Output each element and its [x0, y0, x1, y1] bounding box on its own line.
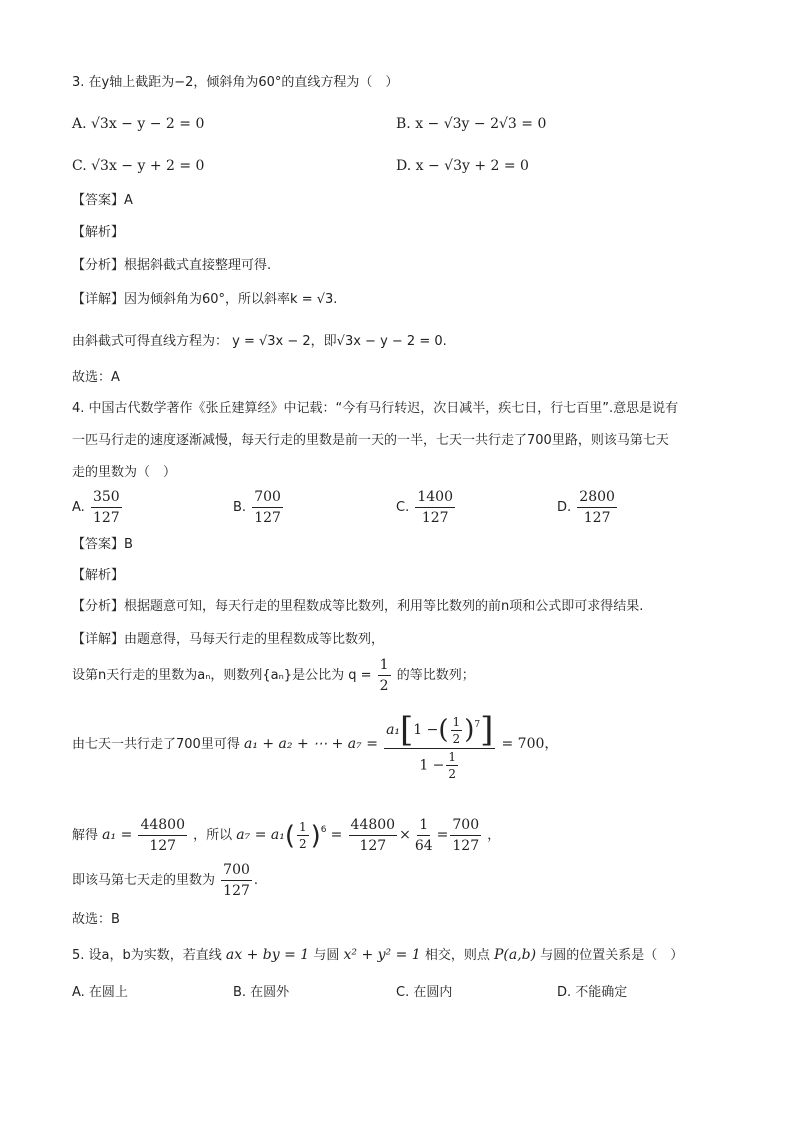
q5-stem-point: P(a,b)	[494, 947, 537, 963]
q5-option-b: B. 在圆外	[233, 985, 290, 1000]
q3-fenxi: 【分析】根据斜截式直接整理可得.	[72, 258, 272, 273]
q4-solve-a1-den: 127	[149, 838, 177, 854]
q4-solve-eq2: =	[436, 827, 449, 843]
q4-solve-f4-num: 700	[450, 816, 481, 836]
q4-option-d-num: 2800	[577, 488, 617, 508]
q4-option-c-den: 127	[421, 510, 449, 526]
q4-sum-half-den: 2	[452, 731, 461, 746]
q4-solve-f2-num: 44800	[349, 816, 398, 836]
q3-line-equation: 由斜截式可得直线方程为： y = √3x − 2，即√3x − y − 2 = 0.	[72, 334, 447, 349]
q4-detail: 【详解】由题意得，马每天行走的里程数成等比数列，	[72, 632, 385, 647]
q4-solve-right-paren: )	[310, 820, 321, 851]
q4-result-line	[72, 861, 258, 901]
q4-solve-f3-den: 64	[414, 838, 433, 854]
q4-option-d	[557, 488, 619, 527]
q4-sum-a1: a₁	[386, 722, 401, 738]
q4-fenxi: 【分析】根据题意可知，每天行走的里程数成等比数列，利用等比数列的前n项和公式即可求得结果.	[72, 599, 644, 614]
q3-answer: 【答案】A	[72, 193, 133, 208]
q4-sum-lhs: a₁ + a₂ + ⋯ + a₇ =	[243, 736, 378, 752]
q4-sum-den-half-den: 2	[448, 767, 457, 781]
q4-solve-a1-fraction	[138, 816, 187, 855]
q4-option-a	[72, 488, 124, 527]
q4-option-b-label: B.	[233, 500, 247, 515]
q4-stem-line-1: 4. 中国古代数学著作《张丘建算经》中记载：“今有马行转迟，次日减半，疾七日，行七百里”.意思是说有	[72, 401, 679, 416]
q4-sum-one-minus: 1 −	[413, 722, 439, 738]
q4-sum-line	[72, 708, 558, 781]
q4-stem-line-2: 一匹马行走的速度逐渐减慢，每天行走的里数是前一天的一半，七天一共行走了700里路，则该马第七天	[72, 433, 669, 448]
q3-detail: 【详解】因为倾斜角为60°，所以斜率k = √3.	[72, 292, 338, 307]
q4-analysis-label: 【解析】	[72, 568, 125, 583]
q4-let-ratio-den: 2	[379, 678, 389, 694]
q4-let-ratio-num: 1	[378, 656, 391, 676]
q5-stem-b: 与圆	[313, 948, 340, 963]
q4-solve-f3-num: 1	[417, 816, 430, 836]
q3-choose: 故选：A	[72, 370, 120, 385]
q4-solve-f4	[450, 816, 481, 855]
q4-solve-a1: a₁ =	[102, 827, 133, 843]
q4-option-b-fraction	[252, 488, 283, 527]
q4-option-d-den: 127	[583, 510, 611, 526]
q4-sum-half	[451, 715, 463, 746]
q4-solve-left-paren: (	[284, 820, 295, 851]
q3-analysis-label: 【解析】	[72, 225, 125, 240]
q4-let-prefix: 设第n天行走的里数为aₙ，则数列{aₙ}是公比为 q =	[72, 668, 372, 683]
q4-solve-eq1: =	[330, 827, 343, 843]
q4-option-d-label: D.	[557, 500, 572, 515]
q4-sum-rhs: = 700，	[501, 736, 559, 752]
q4-solve-end: ，	[487, 828, 501, 843]
q4-option-b	[233, 488, 285, 527]
q3-option-d: D. x − √3y + 2 = 0	[396, 158, 529, 174]
q4-sum-exponent: 7	[474, 720, 481, 730]
q4-option-c-fraction	[415, 488, 455, 527]
q4-solve-half-den: 2	[299, 837, 307, 851]
q4-option-d-fraction	[577, 488, 617, 527]
q4-sum-prefix: 由七天一共行走了700里可得	[72, 737, 240, 752]
q4-option-b-num: 700	[252, 488, 283, 508]
q4-solve-f3	[413, 816, 435, 855]
q5-option-d: D. 不能确定	[557, 985, 628, 1000]
q4-option-b-den: 127	[254, 510, 281, 526]
q4-option-c-label: C.	[396, 500, 410, 515]
q4-result-num: 700	[221, 861, 252, 881]
q4-let-suffix: 的等比数列；	[396, 668, 475, 683]
q4-solve-line	[72, 810, 500, 856]
q4-solve-times: ×	[399, 827, 411, 843]
q4-sum-left-paren: (	[438, 715, 449, 745]
q3-stem: 3. 在y轴上截距为−2，倾斜角为60°的直线方程为（ ）	[72, 75, 399, 90]
q4-solve-mid: ，所以	[193, 828, 233, 843]
q4-result-end: .	[253, 873, 259, 888]
q4-solve-f4-den: 127	[452, 838, 480, 854]
q3-option-c: C. √3x − y + 2 = 0	[72, 158, 205, 174]
q5-option-a: A. 在圆上	[72, 985, 128, 1000]
q4-sum-numerator	[384, 708, 495, 749]
q4-option-a-fraction	[91, 488, 122, 527]
q4-option-a-num: 350	[91, 488, 122, 508]
q4-solve-a7: a₇ = a₁	[236, 827, 285, 843]
q4-solve-f2	[349, 816, 398, 855]
q4-sum-right-bracket: ]	[480, 710, 494, 750]
q4-sum-den-one-minus: 1 −	[419, 757, 445, 774]
q5-stem-c: 相交，则点	[424, 948, 490, 963]
q4-sum-left-bracket: [	[400, 710, 414, 750]
q4-solve-f2-den: 127	[359, 838, 387, 854]
q4-solve-half-num: 1	[299, 820, 307, 834]
q4-option-c	[396, 488, 457, 527]
q4-solve-a1-num: 44800	[138, 816, 187, 836]
q4-let-line	[72, 656, 475, 695]
q4-result-prefix: 即该马第七天走的里数为	[72, 873, 216, 888]
q4-sum-den-half-num: 1	[448, 750, 457, 764]
q5-stem-a: 5. 设a，b为实数，若直线	[72, 948, 222, 963]
q4-result-fraction	[221, 861, 252, 900]
q4-stem-line-3: 走的里数为（ ）	[72, 465, 177, 480]
q5-stem	[72, 945, 683, 966]
q5-option-c: C. 在圆内	[396, 985, 453, 1000]
q4-option-c-num: 1400	[415, 488, 455, 508]
q4-sum-den-half	[446, 750, 458, 781]
q4-sum-right-paren: )	[464, 715, 475, 745]
q4-solve-exponent: 6	[320, 825, 327, 835]
q4-choose: 故选：B	[72, 912, 120, 927]
q3-option-a: A. √3x − y − 2 = 0	[72, 116, 205, 132]
q4-solve-prefix: 解得	[72, 828, 99, 843]
q5-stem-d: 与圆的位置关系是（ ）	[540, 948, 684, 963]
q4-sum-fraction	[384, 708, 495, 781]
q4-option-a-den: 127	[92, 510, 120, 526]
q4-sum-denominator	[417, 749, 462, 781]
q5-stem-line-eq: ax + by = 1	[225, 947, 310, 963]
q4-sum-half-num: 1	[452, 714, 461, 729]
q4-answer: 【答案】B	[72, 537, 133, 552]
q4-solve-half	[297, 820, 309, 851]
q4-let-ratio	[378, 656, 391, 695]
q4-result-den: 127	[223, 883, 250, 899]
q3-option-b: B. x − √3y − 2√3 = 0	[396, 116, 547, 132]
q4-option-a-label: A.	[72, 500, 85, 515]
q5-stem-circle-eq: x² + y² = 1	[343, 947, 421, 963]
